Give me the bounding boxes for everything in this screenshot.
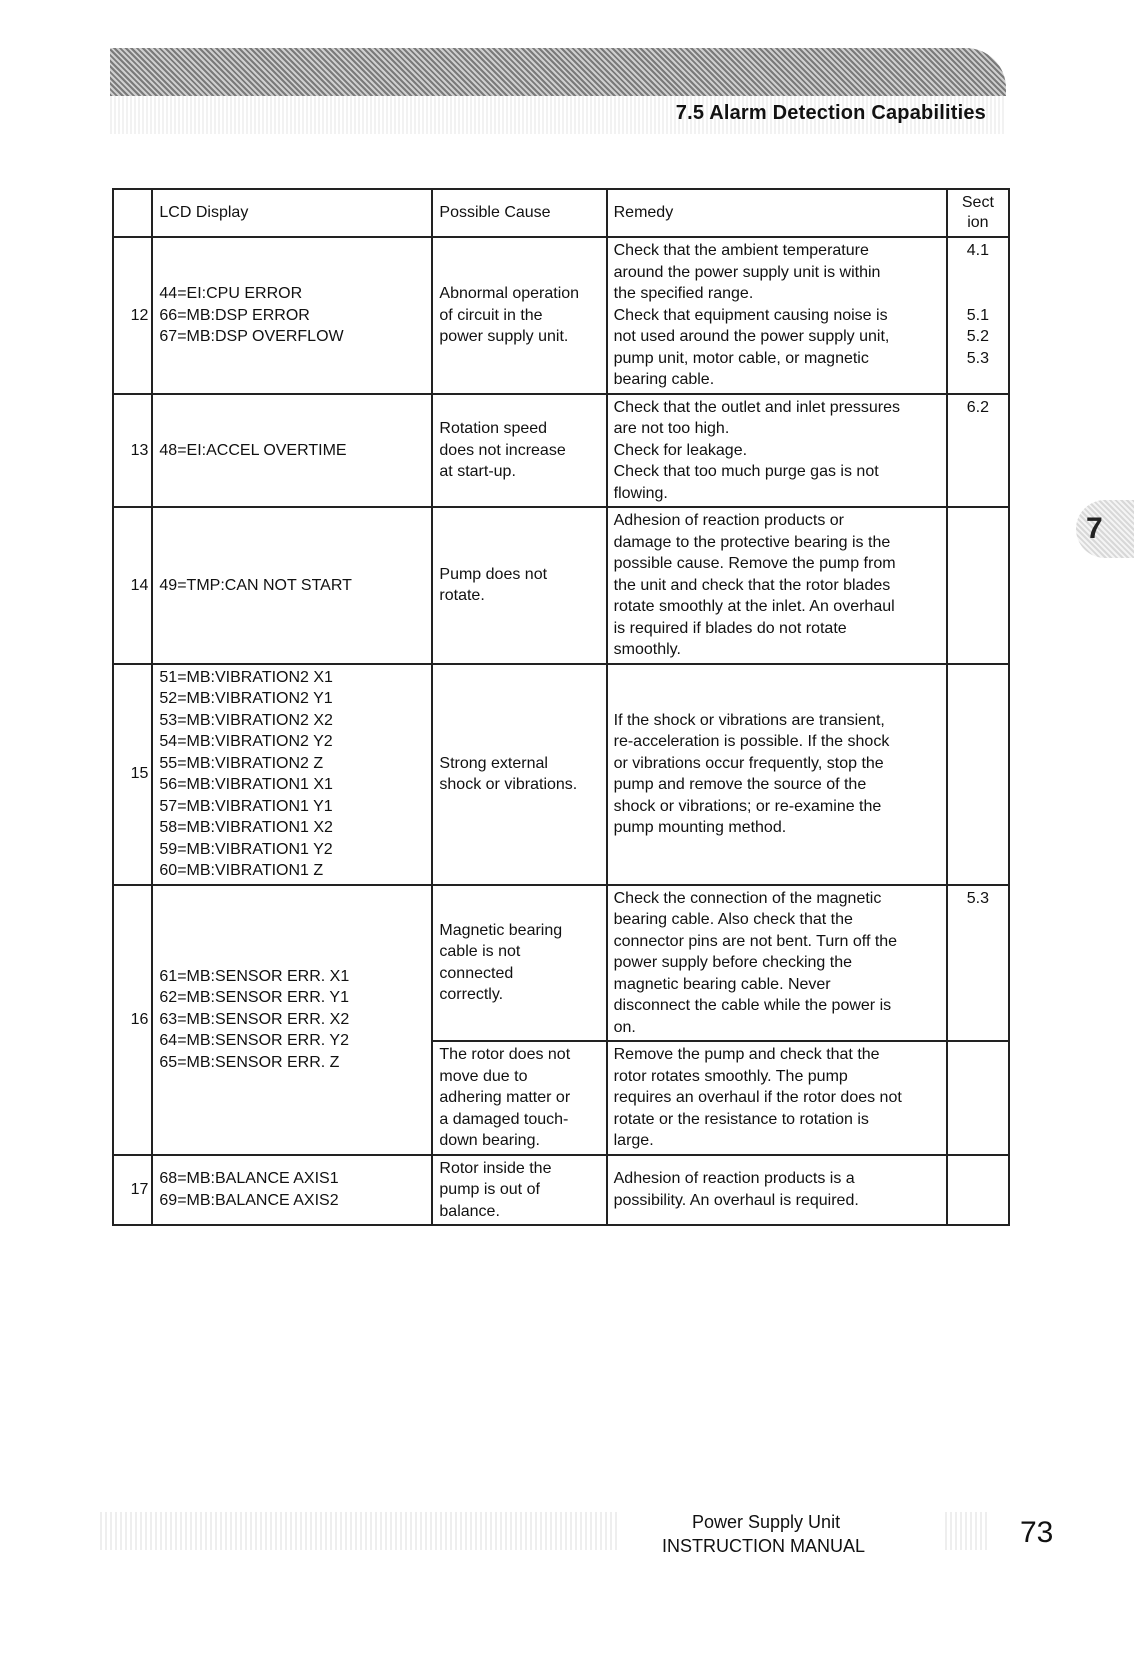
possible-cause-cell-line: does not increase <box>439 441 566 459</box>
row-number: 16 <box>113 885 152 1155</box>
remedy-cell-line: requires an overhaul if the rotor does not <box>613 1089 902 1106</box>
remedy-cell-line: or vibrations occur frequently, stop the <box>613 754 884 772</box>
lcd-display-cell <box>152 237 432 394</box>
remedy-cell-line: rotate or the resistance to rotation is <box>613 1110 869 1128</box>
lcd-display-cell-line: 54=MB:VIBRATION2 Y2 <box>159 733 333 750</box>
possible-cause-cell-line: rotate. <box>439 587 485 605</box>
header-number <box>113 189 152 237</box>
possible-cause-cell-line: down bearing. <box>439 1132 540 1149</box>
remedy-cell-line: Remove the pump and check that the <box>613 1046 880 1063</box>
header-possible-cause: Possible Cause <box>432 189 606 237</box>
possible-cause-cell-line: Rotation speed <box>439 420 548 437</box>
lcd-display-cell <box>152 885 432 1155</box>
section-cell-line <box>954 262 1002 284</box>
remedy-cell-line: rotor rotates smoothly. The pump <box>613 1067 848 1085</box>
possible-cause-cell-line: balance. <box>439 1202 500 1220</box>
section-cell-line: 5.1 <box>966 306 989 324</box>
remedy-cell-line: is required if blades do not rotate <box>613 619 847 637</box>
remedy-cell-line: smoothly. <box>613 641 681 658</box>
lcd-display-cell-line: 48=EI:ACCEL OVERTIME <box>159 441 347 459</box>
remedy-cell-line: flowing. <box>613 484 668 502</box>
remedy-cell-line: connector pins are not bent. Turn off the <box>613 932 898 950</box>
possible-cause-cell <box>432 507 606 664</box>
footer-band-small <box>945 1512 990 1550</box>
remedy-cell-line: the unit and check that the rotor blades <box>613 576 891 594</box>
remedy-cell <box>607 1041 947 1155</box>
remedy-cell-line: possible cause. Remove the pump from <box>613 555 896 572</box>
remedy-cell-line: not used around the power supply unit, <box>613 328 890 345</box>
remedy-cell-line: shock or vibrations; or re-examine the <box>613 797 882 815</box>
header-lcd-display: LCD Display <box>152 189 432 237</box>
section-cell <box>947 885 1009 1042</box>
possible-cause-cell-line: correctly. <box>439 986 504 1004</box>
table-header-row <box>113 189 1009 237</box>
lcd-display-cell-line: 52=MB:VIBRATION2 Y1 <box>159 690 333 707</box>
lcd-display-cell-line: 51=MB:VIBRATION2 X1 <box>159 668 333 686</box>
footer-manual-title: INSTRUCTION MANUAL <box>662 1536 866 1556</box>
possible-cause-cell-line: cable is not <box>439 943 521 961</box>
lcd-display-cell-line: 58=MB:VIBRATION1 X2 <box>159 819 333 836</box>
remedy-cell-line: damage to the protective bearing is the <box>613 533 891 551</box>
remedy-cell-line: magnetic bearing cable. Never <box>613 975 831 993</box>
remedy-cell <box>607 507 947 664</box>
remedy-cell-line: Adhesion of reaction products is a <box>613 1170 855 1188</box>
lcd-display-cell <box>152 394 432 508</box>
remedy-cell-line: re-acceleration is possible. If the shock <box>613 733 890 750</box>
lcd-display-cell <box>152 664 432 885</box>
footer-product-name: Power Supply Unit <box>692 1512 841 1532</box>
lcd-display-cell-line: 55=MB:VIBRATION2 Z <box>159 754 324 772</box>
remedy-cell-line: possibility. An overhaul is required. <box>613 1191 859 1209</box>
remedy-cell-line: disconnect the cable while the power is <box>613 997 892 1014</box>
remedy-cell-line: Check that the ambient temperature <box>613 242 869 259</box>
remedy-cell-line: large. <box>613 1132 654 1149</box>
possible-cause-cell-line: at start-up. <box>439 463 516 480</box>
table-row <box>113 237 1009 394</box>
section-cell <box>947 507 1009 664</box>
page-number: 73 <box>1020 1516 1054 1549</box>
remedy-cell-line: pump and remove the source of the <box>613 776 867 793</box>
lcd-display-cell-line: 65=MB:SENSOR ERR. Z <box>159 1053 340 1071</box>
possible-cause-cell-line: shock or vibrations. <box>439 776 578 793</box>
lcd-display-cell-line: 66=MB:DSP ERROR <box>159 306 310 324</box>
possible-cause-cell-line: Pump does not <box>439 565 548 583</box>
remedy-cell-line: bearing cable. <box>613 371 715 388</box>
table-row <box>113 507 1009 664</box>
remedy-cell-line: pump mounting method. <box>613 819 787 836</box>
remedy-cell <box>607 664 947 885</box>
remedy-cell-line: If the shock or vibrations are transient, <box>613 711 885 729</box>
remedy-cell-line: the specified range. <box>613 285 754 302</box>
remedy-cell-line: rotate smoothly at the inlet. An overhaul <box>613 598 895 615</box>
lcd-display-cell-line: 60=MB:VIBRATION1 Z <box>159 862 324 879</box>
remedy-cell-line: bearing cable. Also check that the <box>613 911 853 928</box>
lcd-display-cell-line: 61=MB:SENSOR ERR. X1 <box>159 967 350 985</box>
possible-cause-cell-line: a damaged touch- <box>439 1110 569 1128</box>
section-cell <box>947 1041 1009 1155</box>
lcd-display-cell-line: 62=MB:SENSOR ERR. Y1 <box>159 989 349 1007</box>
possible-cause-cell <box>432 394 606 508</box>
section-cell <box>947 394 1009 508</box>
remedy-cell-line: power supply before checking the <box>613 954 852 971</box>
lcd-display-cell-line: 64=MB:SENSOR ERR. Y2 <box>159 1032 349 1050</box>
table-row <box>113 885 1009 1042</box>
remedy-cell-line: pump unit, motor cable, or magnetic <box>613 349 869 367</box>
possible-cause-cell <box>432 1155 606 1226</box>
row-number: 17 <box>113 1155 152 1226</box>
remedy-cell <box>607 394 947 508</box>
section-cell <box>947 664 1009 885</box>
lcd-display-cell-line: 56=MB:VIBRATION1 X1 <box>159 776 333 793</box>
remedy-cell <box>607 1155 947 1226</box>
lcd-display-cell-line: 68=MB:BALANCE AXIS1 <box>159 1170 339 1188</box>
alarm-table <box>112 188 1010 1226</box>
footer-band <box>100 1512 620 1550</box>
possible-cause-cell <box>432 885 606 1042</box>
section-cell-line: 6.2 <box>966 398 989 416</box>
chapter-tab <box>1076 500 1134 558</box>
lcd-display-cell <box>152 1155 432 1226</box>
section-cell-line: 5.3 <box>966 889 989 907</box>
header-section: Sect ion <box>947 189 1009 237</box>
section-cell-line: 5.2 <box>966 328 989 345</box>
lcd-display-cell-line: 59=MB:VIBRATION1 Y2 <box>159 840 333 858</box>
row-number: 13 <box>113 394 152 508</box>
lcd-display-cell-line: 67=MB:DSP OVERFLOW <box>159 328 344 345</box>
row-number: 14 <box>113 507 152 664</box>
remedy-cell-line: on. <box>613 1018 636 1036</box>
possible-cause-cell-line: pump is out of <box>439 1181 540 1198</box>
table-row <box>113 394 1009 508</box>
lcd-display-cell-line: 49=TMP:CAN NOT START <box>159 576 352 594</box>
remedy-cell-line: around the power supply unit is within <box>613 263 881 281</box>
remedy-cell-line: Check for leakage. <box>613 441 748 459</box>
possible-cause-cell <box>432 664 606 885</box>
remedy-cell-line: Check that the outlet and inlet pressures <box>613 398 901 416</box>
remedy-cell-line: Check the connection of the magnetic <box>613 889 882 907</box>
remedy-cell <box>607 885 947 1042</box>
remedy-cell-line: Adhesion of reaction products or <box>613 512 844 529</box>
lcd-display-cell-line: 44=EI:CPU ERROR <box>159 285 303 302</box>
section-cell-line: 5.3 <box>966 349 989 367</box>
header-remedy: Remedy <box>607 189 947 237</box>
possible-cause-cell-line: power supply unit. <box>439 328 569 345</box>
chapter-number: 7 <box>1086 512 1103 545</box>
lcd-display-cell <box>152 507 432 664</box>
section-title: 7.5 Alarm Detection Capabilities <box>675 102 986 124</box>
lcd-display-cell-line: 53=MB:VIBRATION2 X2 <box>159 711 333 729</box>
possible-cause-cell-line: Rotor inside the <box>439 1159 552 1177</box>
lcd-display-cell-line: 57=MB:VIBRATION1 Y1 <box>159 797 333 815</box>
possible-cause-cell-line: The rotor does not <box>439 1046 571 1063</box>
possible-cause-cell-line: Strong external <box>439 754 548 772</box>
lcd-display-cell-line: 63=MB:SENSOR ERR. X2 <box>159 1010 350 1028</box>
section-cell-line: 4.1 <box>966 242 989 259</box>
possible-cause-cell-line: Abnormal operation <box>439 285 580 302</box>
table-row <box>113 664 1009 885</box>
section-cell-line <box>954 283 1002 305</box>
lcd-display-cell-line: 69=MB:BALANCE AXIS2 <box>159 1191 339 1209</box>
row-number: 15 <box>113 664 152 885</box>
possible-cause-cell-line: Magnetic bearing <box>439 921 563 939</box>
remedy-cell-line: are not too high. <box>613 420 730 437</box>
section-cell <box>947 237 1009 394</box>
remedy-cell-line: Check that too much purge gas is not <box>613 463 879 480</box>
possible-cause-cell <box>432 1041 606 1155</box>
header-band <box>110 48 1006 96</box>
possible-cause-cell-line: adhering matter or <box>439 1089 571 1106</box>
possible-cause-cell-line: move due to <box>439 1067 528 1085</box>
remedy-cell <box>607 237 947 394</box>
possible-cause-cell-line: of circuit in the <box>439 306 543 324</box>
section-cell <box>947 1155 1009 1226</box>
table-row <box>113 1155 1009 1226</box>
possible-cause-cell <box>432 237 606 394</box>
row-number: 12 <box>113 237 152 394</box>
remedy-cell-line: Check that equipment causing noise is <box>613 306 888 324</box>
possible-cause-cell-line: connected <box>439 964 514 982</box>
